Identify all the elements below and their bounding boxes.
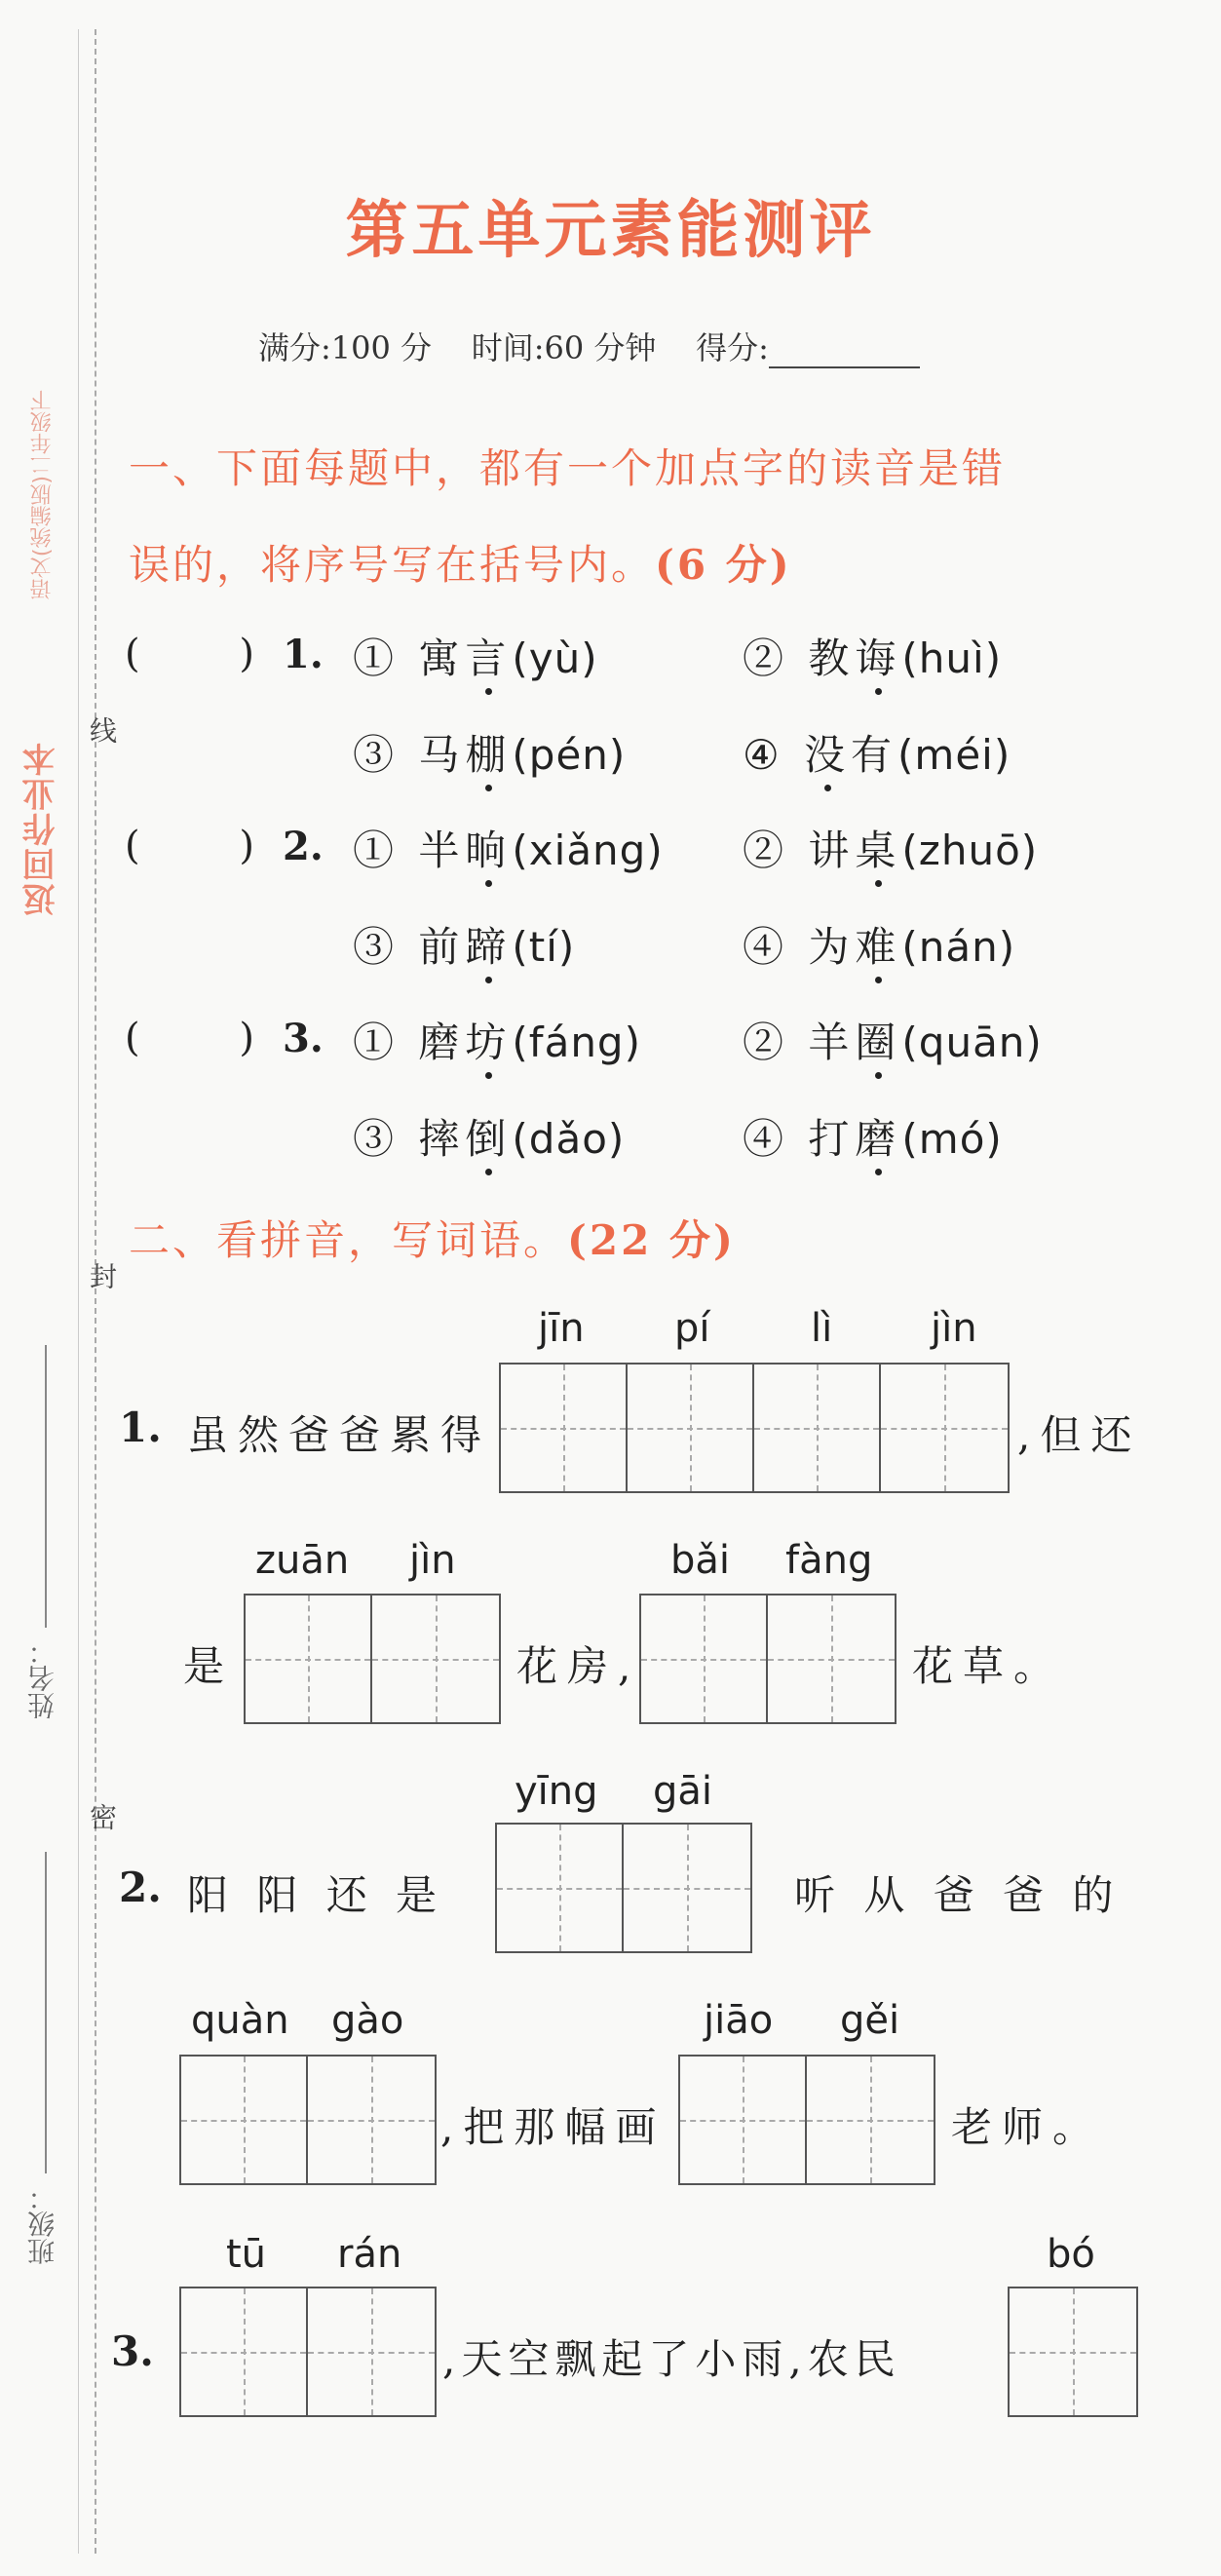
question-number: 2. <box>119 1864 162 1911</box>
pinyin: quàn <box>191 1998 289 2043</box>
question-number: 1. <box>283 632 324 677</box>
pinyin: pí <box>674 1306 710 1351</box>
writing-grid[interactable] <box>678 2055 935 2185</box>
score-label: 得分: <box>696 329 769 366</box>
sentence-text: ,把那幅画 <box>440 2103 667 2151</box>
answer-paren-3[interactable]: ( ) <box>125 1016 254 1060</box>
grid-cell[interactable] <box>680 2057 807 2183</box>
sentence-text: 老师。 <box>951 2103 1104 2151</box>
pinyin: jiāo <box>704 1998 774 2043</box>
grid-cell[interactable] <box>628 1365 754 1491</box>
section1-heading-line1: 一、下面每题中，都有一个加点字的读音是错 <box>129 444 1007 492</box>
writing-grid[interactable] <box>499 1363 1010 1493</box>
section1-heading-text: 误的，将序号写在括号内。 <box>129 541 656 589</box>
pinyin: gěi <box>840 1998 900 2043</box>
option: ② 教诲(huì) <box>743 627 1002 685</box>
grid-cell[interactable] <box>308 2057 435 2183</box>
sentence-text: 虽然爸爸累得 <box>187 1411 492 1459</box>
grid-cell[interactable] <box>372 1596 499 1722</box>
grid-cell[interactable] <box>497 1825 624 1951</box>
cut-dashed-line <box>95 29 96 2554</box>
writing-grid[interactable] <box>1008 2287 1138 2417</box>
writing-grid[interactable] <box>495 1823 752 1953</box>
cut-label-secret: 密 <box>86 1803 118 1830</box>
question-number: 2. <box>283 824 324 869</box>
section2-heading-text: 二、看拼音，写词语。 <box>129 1216 568 1264</box>
pinyin: rán <box>337 2232 402 2277</box>
option: ① 寓言(yù) <box>353 627 598 685</box>
grid-cell[interactable] <box>881 1365 1008 1491</box>
writing-grid[interactable] <box>244 1594 501 1724</box>
pinyin: jīn <box>538 1306 585 1351</box>
grid-cell[interactable] <box>501 1365 628 1491</box>
option: ④ 为难(nán) <box>743 915 1015 974</box>
pinyin: tū <box>226 2232 267 2277</box>
grid-cell[interactable] <box>308 2288 435 2415</box>
pinyin: jìn <box>409 1538 456 1583</box>
grid-cell[interactable] <box>641 1596 768 1722</box>
pinyin: lì <box>811 1306 833 1351</box>
grid-cell[interactable] <box>1010 2288 1136 2415</box>
option: ③ 马棚(pén) <box>353 723 626 782</box>
grid-cell[interactable] <box>754 1365 881 1491</box>
section2-heading <box>129 1209 736 1267</box>
option: ③ 前蹄(tí) <box>353 915 575 974</box>
pinyin: zuān <box>255 1538 350 1583</box>
option: ④ 打磨(mó) <box>743 1107 1003 1166</box>
time-limit: 时间:60 分钟 <box>471 329 657 366</box>
book-subtitle: 语文(统编版)二年级下 <box>30 390 55 600</box>
sentence-text: ,但还 <box>1017 1411 1142 1459</box>
cut-label-seal: 封 <box>86 1262 118 1289</box>
grid-cell[interactable] <box>624 1825 750 1951</box>
grid-cell[interactable] <box>181 2057 308 2183</box>
pinyin: gào <box>331 1998 404 2043</box>
option: ③ 摔倒(dǎo) <box>353 1107 625 1166</box>
margin-line <box>78 29 79 2554</box>
pinyin: yīng <box>515 1769 598 1814</box>
pinyin: jìn <box>931 1306 977 1351</box>
grid-cell[interactable] <box>807 2057 934 2183</box>
section2-points: (22 分) <box>567 1216 736 1264</box>
section1-heading-line2 <box>129 533 792 592</box>
section1-points: (6 分) <box>655 541 792 589</box>
class-field-line[interactable] <box>45 1852 47 2173</box>
pinyin: bó <box>1047 2232 1095 2277</box>
sentence-text: ,天空飘起了小雨,农民 <box>442 2335 901 2383</box>
sentence-text: 花草。 <box>912 1642 1065 1690</box>
grid-cell[interactable] <box>181 2288 308 2415</box>
question-number: 3. <box>283 1016 324 1061</box>
writing-grid[interactable] <box>179 2055 437 2185</box>
brand-logo: 返回作业本 <box>22 741 61 916</box>
score-blank[interactable] <box>769 341 920 368</box>
pinyin: bǎi <box>670 1538 731 1583</box>
option: ② 讲桌(zhuō) <box>743 819 1038 877</box>
full-score: 满分:100 分 <box>258 329 433 366</box>
grid-cell[interactable] <box>768 1596 895 1722</box>
page-title: 第五单元素能测评 <box>345 194 876 267</box>
class-field-label: 班级： <box>26 2183 58 2265</box>
sentence-text: 听 从 爸 爸 的 <box>794 1871 1122 1919</box>
option: ① 磨坊(fáng) <box>353 1011 641 1069</box>
exam-meta <box>258 324 920 368</box>
pinyin: fàng <box>785 1538 873 1583</box>
answer-paren-2[interactable]: ( ) <box>125 824 254 868</box>
sentence-text: 是 <box>183 1642 235 1690</box>
question-number: 3. <box>111 2327 154 2375</box>
sentence-text: 阳 阳 还 是 <box>187 1871 445 1919</box>
pinyin: gāi <box>653 1769 713 1814</box>
option: ④ 没有(méi) <box>743 723 1011 782</box>
sentence-text: 花房, <box>516 1642 641 1690</box>
writing-grid[interactable] <box>639 1594 897 1724</box>
name-field-label: 姓名： <box>26 1637 58 1719</box>
answer-paren-1[interactable]: ( ) <box>125 632 254 676</box>
question-number: 1. <box>119 1403 162 1451</box>
option: ① 半晌(xiǎng) <box>353 819 664 877</box>
cut-label-line: 线 <box>86 716 118 744</box>
grid-cell[interactable] <box>246 1596 372 1722</box>
writing-grid[interactable] <box>179 2287 437 2417</box>
name-field-line[interactable] <box>45 1345 47 1628</box>
option: ② 羊圈(quān) <box>743 1011 1043 1069</box>
